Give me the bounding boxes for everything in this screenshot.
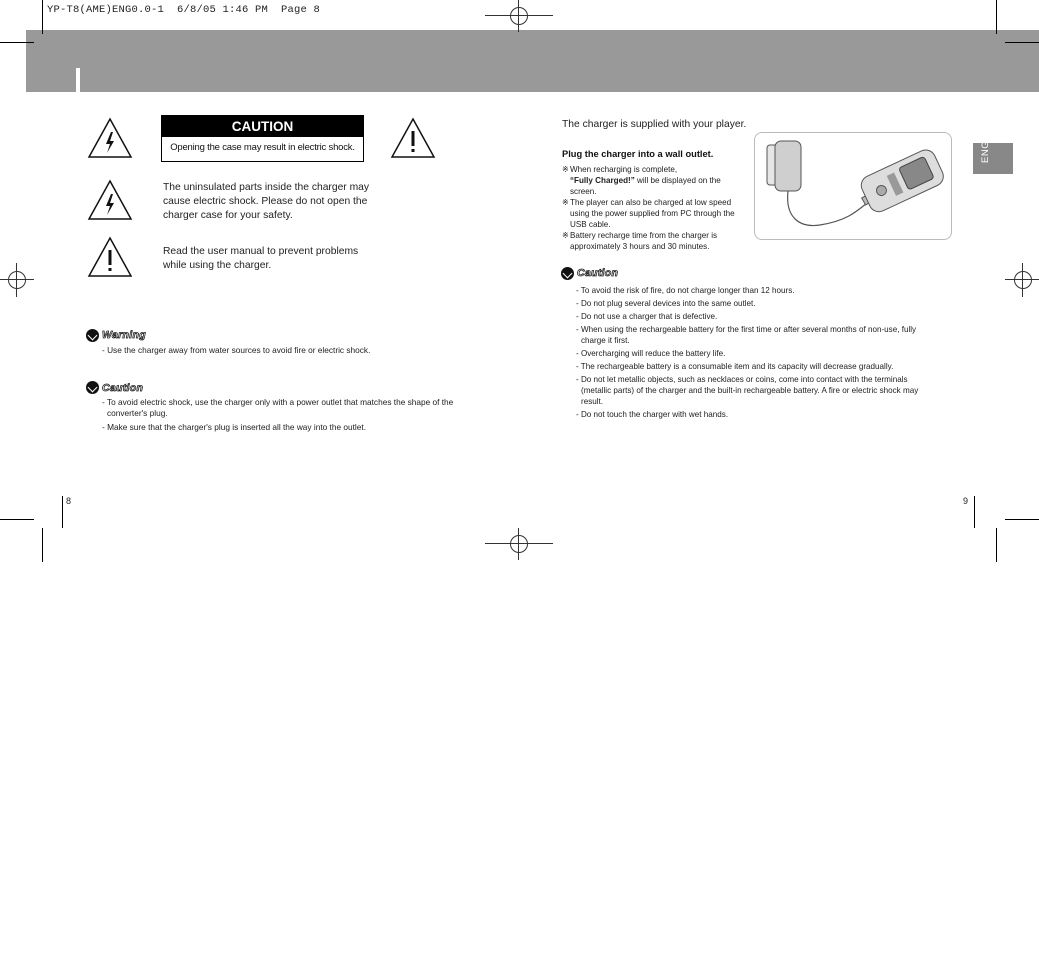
crop-mark	[62, 496, 63, 528]
page-number-right: 9	[963, 496, 969, 506]
header-band	[26, 30, 1039, 92]
high-voltage-warning-icon	[87, 117, 133, 159]
registration-mark-top	[485, 0, 553, 32]
list-item: - Do not plug several devices into the same outlet.	[576, 299, 756, 308]
list-item: ※ The player can also be charged at low speed using the power supplied from PC through the USB cable.	[562, 198, 735, 229]
list-item: ※ When recharging is complete, “Fully Charged!” will be displayed on the screen.	[562, 165, 721, 196]
note-icon	[86, 381, 99, 394]
page-number-left: 8	[66, 496, 72, 506]
list-item: - When using the rechargeable battery for the first time or after several months of non-use, fully charge it first.	[576, 325, 917, 345]
shock-warning-text: The uninsulated parts inside the charger may cause electric shock. Please do not open the charger case for your safety.	[163, 182, 370, 221]
list-item: - Do not use a charger that is defective.	[576, 312, 718, 321]
note-asterisk-icon: ※	[562, 231, 569, 240]
note-asterisk-icon: ※	[562, 165, 569, 174]
exclamation-warning-icon	[87, 236, 133, 278]
list-item: - Make sure that the charger's plug is inserted all the way into the outlet.	[102, 421, 366, 432]
note-icon	[86, 329, 99, 342]
manual-note-text: Read the user manual to prevent problems while using the charger.	[163, 246, 359, 271]
crop-mark	[996, 528, 997, 562]
caution-box-subtitle: Opening the case may result in electric shock.	[170, 142, 355, 153]
exclamation-warning-icon	[390, 117, 436, 159]
crop-mark	[0, 42, 34, 43]
header-band-marker	[76, 68, 80, 92]
registration-mark-bottom	[485, 528, 553, 560]
crop-mark	[0, 519, 34, 520]
crop-mark	[1005, 42, 1039, 43]
caution-heading: Caution	[102, 382, 144, 394]
caution-heading-right: Caution	[577, 267, 619, 279]
high-voltage-warning-icon	[87, 179, 133, 221]
list-item: - The rechargeable battery is a consumable item and its capacity will decrease gradually.	[576, 362, 894, 371]
warning-list	[102, 345, 482, 356]
note-icon	[561, 267, 574, 280]
list-item: - Use the charger away from water sources to avoid fire or electric shock.	[102, 345, 371, 355]
crop-mark	[42, 0, 43, 34]
charger-player-drawing	[755, 133, 951, 239]
note-asterisk-icon: ※	[562, 198, 569, 207]
list-item: - Do not let metallic objects, such as necklaces or coins, come into contact with the terminals (metallic parts) of the charger and the built-in rechargeable battery. A fire or electric shock may result.	[576, 375, 919, 406]
list-item: ※ Battery recharge time from the charger is approximately 3 hours and 30 minutes.	[562, 231, 718, 251]
crop-mark	[1005, 519, 1039, 520]
list-item: - To avoid electric shock, use the charger only with a power outlet that matches the shape of the converter's plug.	[102, 397, 454, 419]
list-item: - Overcharging will reduce the battery life.	[576, 349, 726, 358]
crop-mark	[42, 528, 43, 562]
print-slug: YP-T8(AME)ENG0.0-1 6/8/05 1:46 PM Page 8	[47, 4, 321, 16]
caution-box	[161, 115, 364, 162]
caution-box-title: CAUTION	[162, 116, 363, 137]
language-tab: ENG	[973, 143, 1013, 174]
crop-mark	[996, 0, 997, 34]
charger-illustration	[754, 132, 952, 240]
registration-mark-right	[1005, 263, 1039, 297]
list-item: - Do not touch the charger with wet hands.	[576, 410, 729, 419]
caution-list-right	[576, 285, 921, 420]
charging-notes	[562, 164, 742, 252]
registration-mark-left	[0, 263, 34, 297]
caution-list	[102, 397, 472, 433]
intro-text: The charger is supplied with your player.	[562, 119, 747, 130]
list-item: - To avoid the risk of fire, do not charge longer than 12 hours.	[576, 286, 795, 295]
plug-subheading: Plug the charger into a wall outlet.	[562, 149, 714, 159]
warning-heading: Warning	[102, 329, 146, 341]
crop-mark	[974, 496, 975, 528]
